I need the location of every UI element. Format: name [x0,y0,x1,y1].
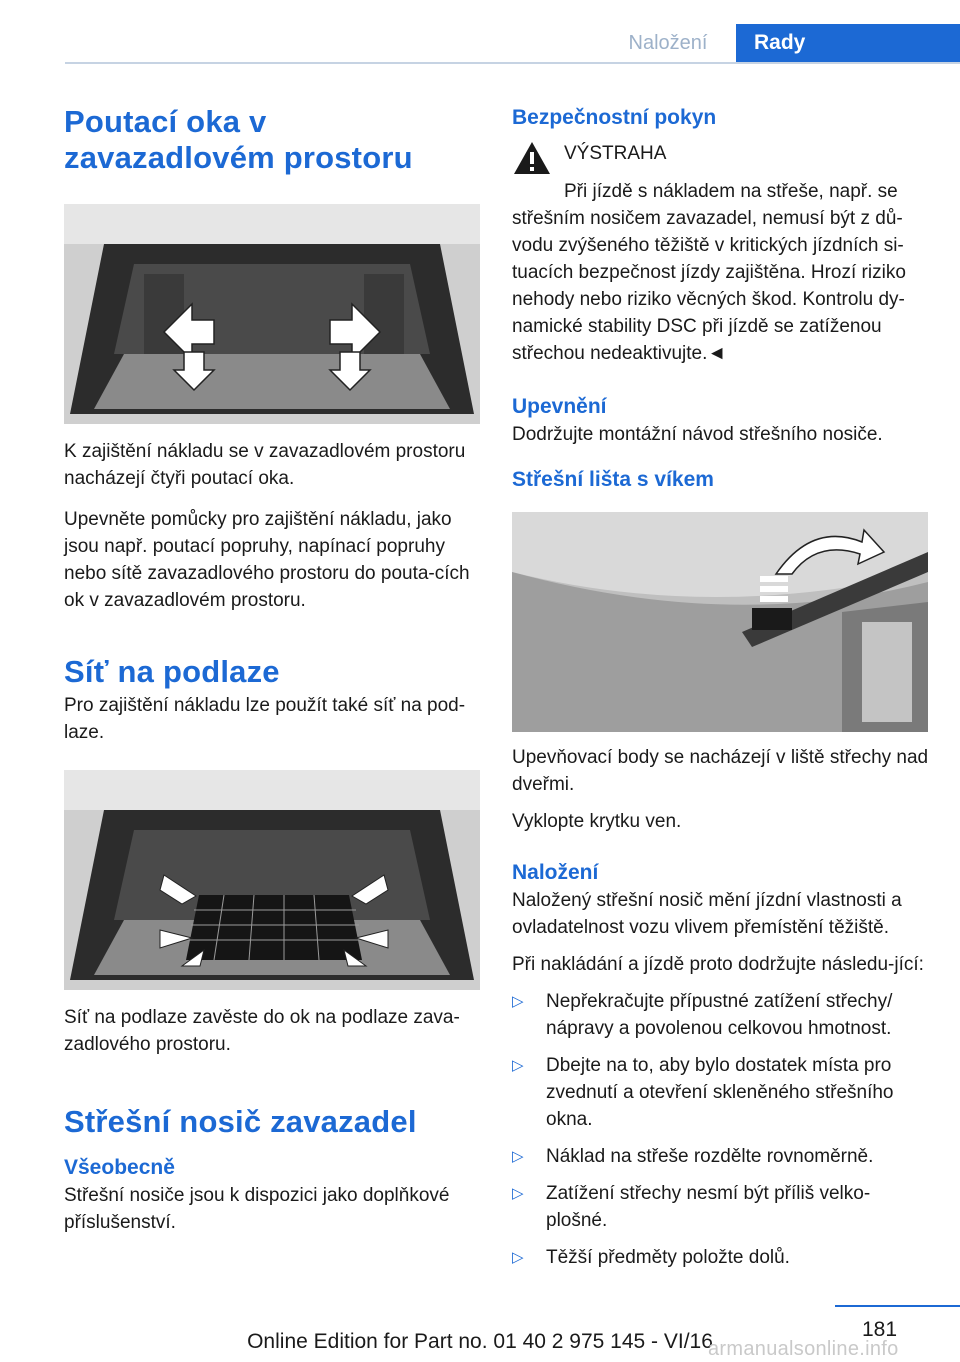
list-item: ▷ Zatížení střechy nesmí být příliš velko-plošné. [512,1180,930,1234]
left-column [64,104,482,1236]
edition-footer: Online Edition for Part no. 01 40 2 975 145 - VI/16 [247,1330,713,1353]
paragraph-floor-net-1: Pro zajištění nákladu lze použít také síť na pod-laze. [64,695,466,743]
triangle-bullet-icon: ▷ [512,993,524,1010]
triangle-bullet-icon: ▷ [512,1057,524,1074]
heading-roof-rack: Střešní nosič zavazadel [64,1104,417,1139]
footer-rule [835,1305,960,1307]
paragraph-loading-2: Při nakládání a jízdě proto dodržujte následu-jící: [512,954,924,975]
triangle-bullet-icon: ▷ [512,1249,524,1266]
warning-text: Při jízdě s nákladem na střeše, např. se střešním nosičem zavazadel, nemusí být z dů-vodu zvýšeného těžiště v kritických jízdních si-tuacích bezpečnost jízdy zajištěna. Hrozí riziko nehody nebo riziko věcných škod. Kontrolu dy-namické stability DSC při jízdě se zatíženou střechou nedeaktivujte.◄ [512,181,906,364]
list-item: ▷ Nepřekračujte přípustné zatížení střechy/ nápravy a povolenou celkovou hmotnost. [512,988,930,1042]
heading-floor-net: Síť na podlaze [64,654,280,689]
paragraph-tie-down-eyes-2: Upevněte pomůcky pro zajištění nákladu, jako jsou např. poutací popruhy, napínací popruhy nebo sítě zavazadlového prostoru do pouta-cích ok v zavazadlovém prostoru. [64,509,470,611]
tab-nalozeni[interactable]: Naložení [628,32,708,54]
heading-roof-rail: Střešní lišta s víkem [512,468,714,491]
warning-box [512,140,930,176]
heading-general: Všeobecně [64,1156,175,1179]
heading-safety-note: Bezpečnostní pokyn [512,106,717,129]
heading-loading: Naložení [512,861,599,884]
page-number: 181 [862,1318,898,1341]
heading-mounting: Upevnění [512,395,607,418]
right-column [512,104,930,1281]
list-item: ▷ Těžší předměty položte dolů. [512,1244,930,1271]
heading-tie-down-eyes: Poutací oka v zavazadlovém prostoru [64,104,413,175]
list-item: ▷ Dbejte na to, aby bylo dostatek místa pro zvednutí a otevření skleněného střešního okna. [512,1052,930,1133]
warning-triangle-icon [512,140,552,176]
paragraph-rail-1: Upevňovací body se nacházejí v liště střechy nad dveřmi. [512,747,929,795]
paragraph-tie-down-eyes-1: K zajištění nákladu se v zavazadlovém prostoru nacházejí čtyři poutací oka. [64,441,466,489]
paragraph-general: Střešní nosiče jsou k dispozici jako doplňkové příslušenství. [64,1185,450,1233]
paragraph-loading-1: Naložený střešní nosič mění jízdní vlastnosti a ovladatelnost vozu vlivem přemístění těžiště. [512,890,902,938]
trunk-floor-net-photo [64,770,480,990]
watermark: armanualsonline.info [708,1338,899,1360]
warning-title: VÝSTRAHA [564,143,667,164]
paragraph-rail-2: Vyklopte krytku ven. [512,811,682,832]
tab-rady[interactable]: Rady [736,24,960,62]
triangle-bullet-icon: ▷ [512,1185,524,1202]
trunk-tie-down-photo [64,204,480,424]
loading-rules-list [512,988,930,1271]
list-item: ▷ Náklad na střeše rozdělte rovnoměrně. [512,1143,930,1170]
roof-rail-photo [512,512,928,732]
paragraph-floor-net-2: Síť na podlaze zavěste do ok na podlaze zava-zadlového prostoru. [64,1007,460,1055]
paragraph-mounting: Dodržujte montážní návod střešního nosiče. [512,424,883,445]
triangle-bullet-icon: ▷ [512,1148,524,1165]
header-rule [65,62,960,64]
